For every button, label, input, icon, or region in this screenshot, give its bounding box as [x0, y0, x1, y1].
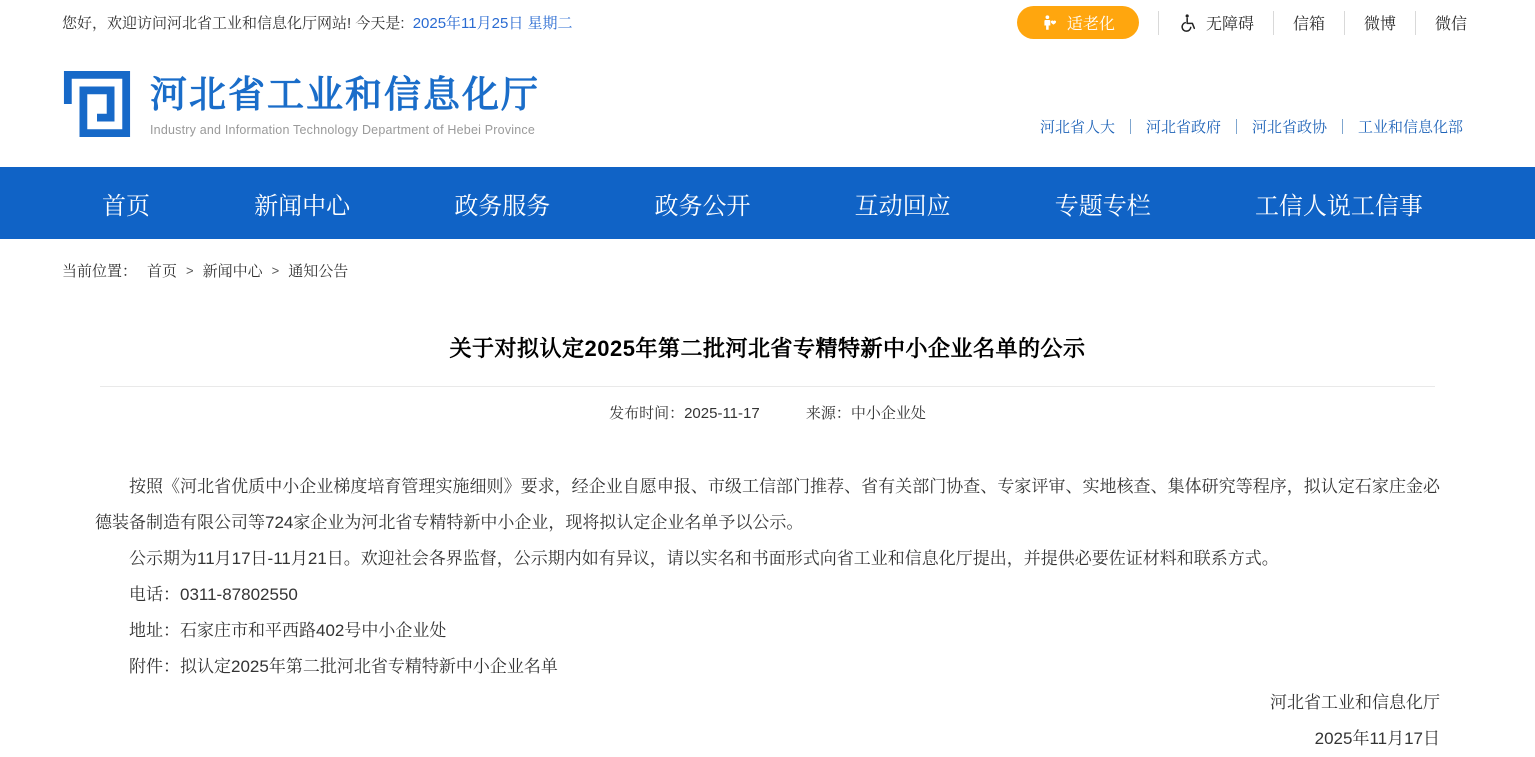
address-value: 石家庄市和平西路402号中小企业处 [180, 621, 447, 640]
source [806, 402, 926, 423]
paragraph: 公示期为11月17日-11月21日。欢迎社会各界监督，公示期内如有异议，请以实名和书面形式向省工业和信息化厅提出，并提供必要佐证材料和联系方式。 [129, 549, 1279, 568]
top-bar-tools [1017, 6, 1467, 39]
nav-item-interaction[interactable]: 互动回应 [854, 192, 951, 220]
signature-block [95, 685, 1440, 757]
accessibility-label: 无障碍 [1205, 16, 1254, 33]
divider [1236, 119, 1237, 134]
divider [1130, 119, 1131, 134]
divider [1158, 11, 1159, 35]
phone-label: 电话： [129, 585, 180, 604]
elder-care-icon [1041, 14, 1058, 31]
site-brand [62, 69, 540, 144]
nav-item-disclosure[interactable]: 政务公开 [654, 192, 751, 220]
link-hebei-gov[interactable]: 河北省政府 [1145, 119, 1221, 136]
nav-item-home[interactable]: 首页 [102, 192, 150, 220]
divider [1415, 11, 1416, 35]
publish-time-value: 2025-11-17 [684, 405, 760, 422]
divider [1342, 119, 1343, 134]
wechat-link[interactable] [1435, 11, 1467, 34]
top-bar [0, 0, 1535, 45]
publish-time [609, 402, 760, 423]
phone-value: 0311-87802550 [180, 585, 298, 604]
publish-time-label: 发布时间： [609, 405, 685, 422]
attachment-link[interactable]: 拟认定2025年第二批河北省专精特新中小企业名单 [180, 657, 558, 676]
link-hebei-renda[interactable]: 河北省人大 [1039, 119, 1115, 136]
source-label: 来源： [805, 405, 851, 422]
site-header [0, 45, 1535, 167]
divider [1344, 11, 1345, 35]
breadcrumb-home[interactable]: 首页 [147, 263, 178, 280]
breadcrumb [0, 239, 1535, 281]
nav-item-topics[interactable]: 专题专栏 [1054, 192, 1151, 220]
elder-mode-button[interactable] [1017, 6, 1139, 39]
signature-date: 2025年11月17日 [1314, 729, 1440, 748]
article-title: 关于对拟认定2025年第二批河北省专精特新中小企业名单的公示 [449, 336, 1086, 361]
nav-item-stories[interactable]: 工信人说工信事 [1254, 192, 1423, 220]
welcome-text [62, 12, 572, 33]
nav-item-news[interactable]: 新闻中心 [254, 192, 351, 220]
breadcrumb-news-center[interactable]: 新闻中心 [202, 263, 263, 280]
wechat-label: 微信 [1434, 16, 1467, 33]
article-body [95, 469, 1440, 757]
breadcrumb-separator: > [271, 263, 280, 278]
nav-item-services[interactable]: 政务服务 [454, 192, 551, 220]
current-date: 2025年11月25日 星期二 [412, 15, 573, 32]
related-site-links [1040, 116, 1463, 137]
attachment-line [95, 649, 1440, 685]
address-label: 地址： [129, 621, 180, 640]
address-line [95, 613, 1440, 649]
site-subtitle: Industry and Information Technology Department of Hebei Province [150, 122, 535, 137]
divider [1273, 11, 1274, 35]
site-logo[interactable] [62, 69, 132, 144]
link-hebei-zhengxie[interactable]: 河北省政协 [1251, 119, 1327, 136]
source-value: 中小企业处 [850, 405, 926, 422]
site-title-block [150, 75, 540, 137]
weibo-link[interactable] [1364, 11, 1396, 34]
article [0, 332, 1535, 757]
weibo-label: 微博 [1363, 16, 1396, 33]
elder-mode-label: 适老化 [1066, 16, 1115, 33]
mailbox-link[interactable] [1293, 11, 1325, 34]
greeting-text: 您好，欢迎访问河北省工业和信息化厅网站! 今天是: [62, 15, 405, 32]
accessibility-link[interactable] [1178, 11, 1254, 34]
mailbox-label: 信箱 [1292, 16, 1325, 33]
link-miit[interactable]: 工业和信息化部 [1357, 119, 1463, 136]
breadcrumb-notices[interactable]: 通知公告 [288, 263, 349, 280]
breadcrumb-separator: > [186, 263, 194, 278]
wheelchair-icon [1178, 13, 1198, 33]
attachment-label: 附件： [129, 657, 180, 676]
site-title: 河北省工业和信息化厅 [150, 74, 540, 116]
signature-org: 河北省工业和信息化厅 [1270, 693, 1440, 712]
article-meta [95, 387, 1440, 423]
paragraph: 按照《河北省优质中小企业梯度培育管理实施细则》要求，经企业自愿申报、市级工信部门推荐、省有关部门协查、专家评审、实地核查、集体研究等程序，拟认定石家庄金必德装备制造有限公司等724家企业为河北省专精特新中小企业，现将拟认定企业名单予以公示。 [95, 477, 1440, 532]
phone-line [95, 577, 1440, 613]
main-nav [0, 167, 1535, 239]
breadcrumb-prefix: 当前位置： [62, 263, 138, 280]
